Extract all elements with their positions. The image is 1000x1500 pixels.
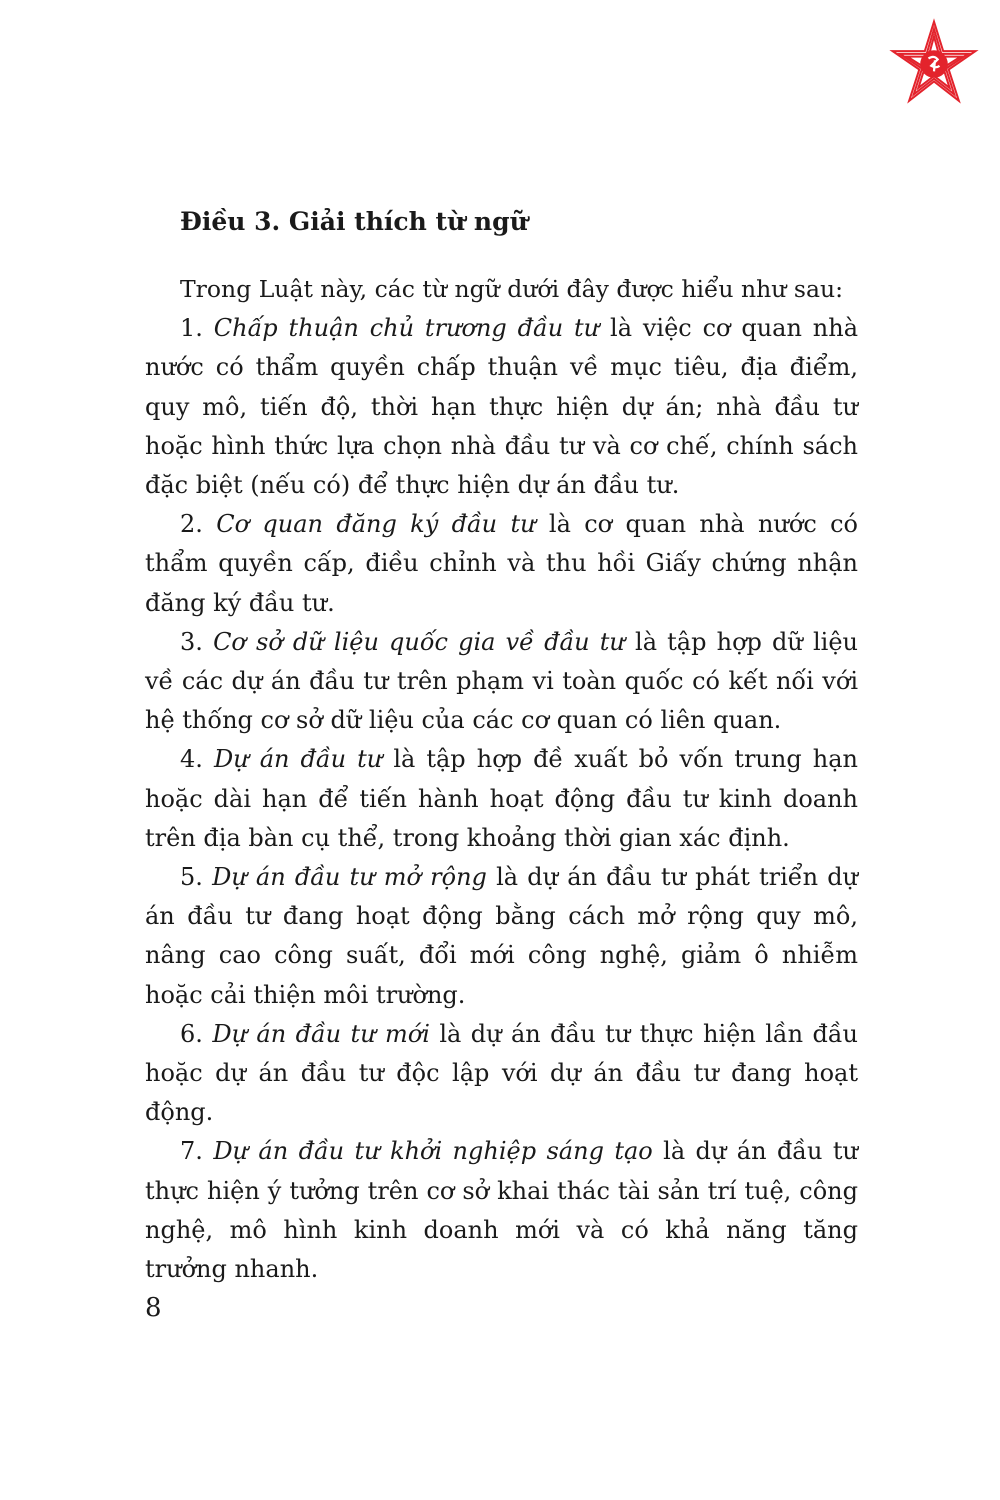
item-term: Dự án đầu tư bbox=[213, 745, 383, 774]
article bbox=[145, 200, 858, 1289]
definition-item bbox=[145, 1015, 858, 1133]
item-number: 4. bbox=[180, 745, 203, 774]
item-term: Cơ sở dữ liệu quốc gia về đầu tư bbox=[213, 627, 625, 656]
item-term: Cơ quan đăng ký đầu tư bbox=[216, 510, 536, 539]
definition-item bbox=[145, 740, 858, 858]
definition-item bbox=[145, 505, 858, 623]
item-number: 3. bbox=[180, 627, 203, 656]
definition-item bbox=[145, 623, 858, 741]
definition-item bbox=[145, 858, 858, 1015]
item-number: 1. bbox=[180, 314, 203, 343]
item-definition: là dự án đầu tư phát triển dự án đầu tư đang hoạt động bằng cách mở rộng quy mô, nâng cao công suất, đổi mới công nghệ, giảm ô nhiễm hoặc cải thiện môi trường. bbox=[145, 863, 859, 1009]
star-seal-icon bbox=[888, 18, 980, 110]
item-definition: là dự án đầu tư thực hiện ý tưởng trên cơ sở khai thác tài sản trí tuệ, công nghệ, mô hình kinh doanh mới và có khả năng tăng trưởng nhanh. bbox=[145, 1137, 858, 1284]
item-term: Dự án đầu tư khởi nghiệp sáng tạo bbox=[213, 1137, 653, 1166]
item-number: 6. bbox=[180, 1019, 203, 1048]
definition-item bbox=[145, 309, 858, 505]
page-number: 8 bbox=[145, 1293, 162, 1323]
article-heading: Điều 3. Giải thích từ ngữ bbox=[180, 207, 528, 236]
item-definition: là cơ quan nhà nước có thẩm quyền cấp, điều chỉnh và thu hồi Giấy chứng nhận đăng ký đầu tư. bbox=[145, 510, 858, 617]
item-definition: là tập hợp đề xuất bỏ vốn trung hạn hoặc dài hạn để tiến hành hoạt động đầu tư kinh doanh trên địa bàn cụ thể, trong khoảng thời gian xác định. bbox=[145, 745, 858, 852]
item-term: Chấp thuận chủ trương đầu tư bbox=[213, 314, 600, 343]
item-definition: là tập hợp dữ liệu về các dự án đầu tư trên phạm vi toàn quốc có kết nối với hệ thống cơ sở dữ liệu của các cơ quan có liên quan. bbox=[145, 627, 859, 735]
item-definition: là việc cơ quan nhà nước có thẩm quyền chấp thuận về mục tiêu, địa điểm, quy mô, tiến độ, thời hạn thực hiện dự án; nhà đầu tư hoặc hình thức lựa chọn nhà đầu tư và cơ chế, chính sách đặc biệt (nếu có) để thực hiện dự án đầu tư. bbox=[145, 314, 859, 500]
definition-item bbox=[145, 1132, 858, 1289]
item-number: 7. bbox=[180, 1137, 203, 1166]
item-definition: là dự án đầu tư thực hiện lần đầu hoặc dự án đầu tư độc lập với dự án đầu tư đang hoạt động. bbox=[145, 1019, 859, 1127]
item-term: Dự án đầu tư mới bbox=[212, 1019, 430, 1048]
item-term: Dự án đầu tư mở rộng bbox=[212, 863, 487, 892]
article-intro: Trong Luật này, các từ ngữ dưới đây được hiểu như sau: bbox=[180, 275, 844, 303]
item-number: 2. bbox=[180, 510, 203, 539]
item-number: 5. bbox=[180, 863, 203, 892]
